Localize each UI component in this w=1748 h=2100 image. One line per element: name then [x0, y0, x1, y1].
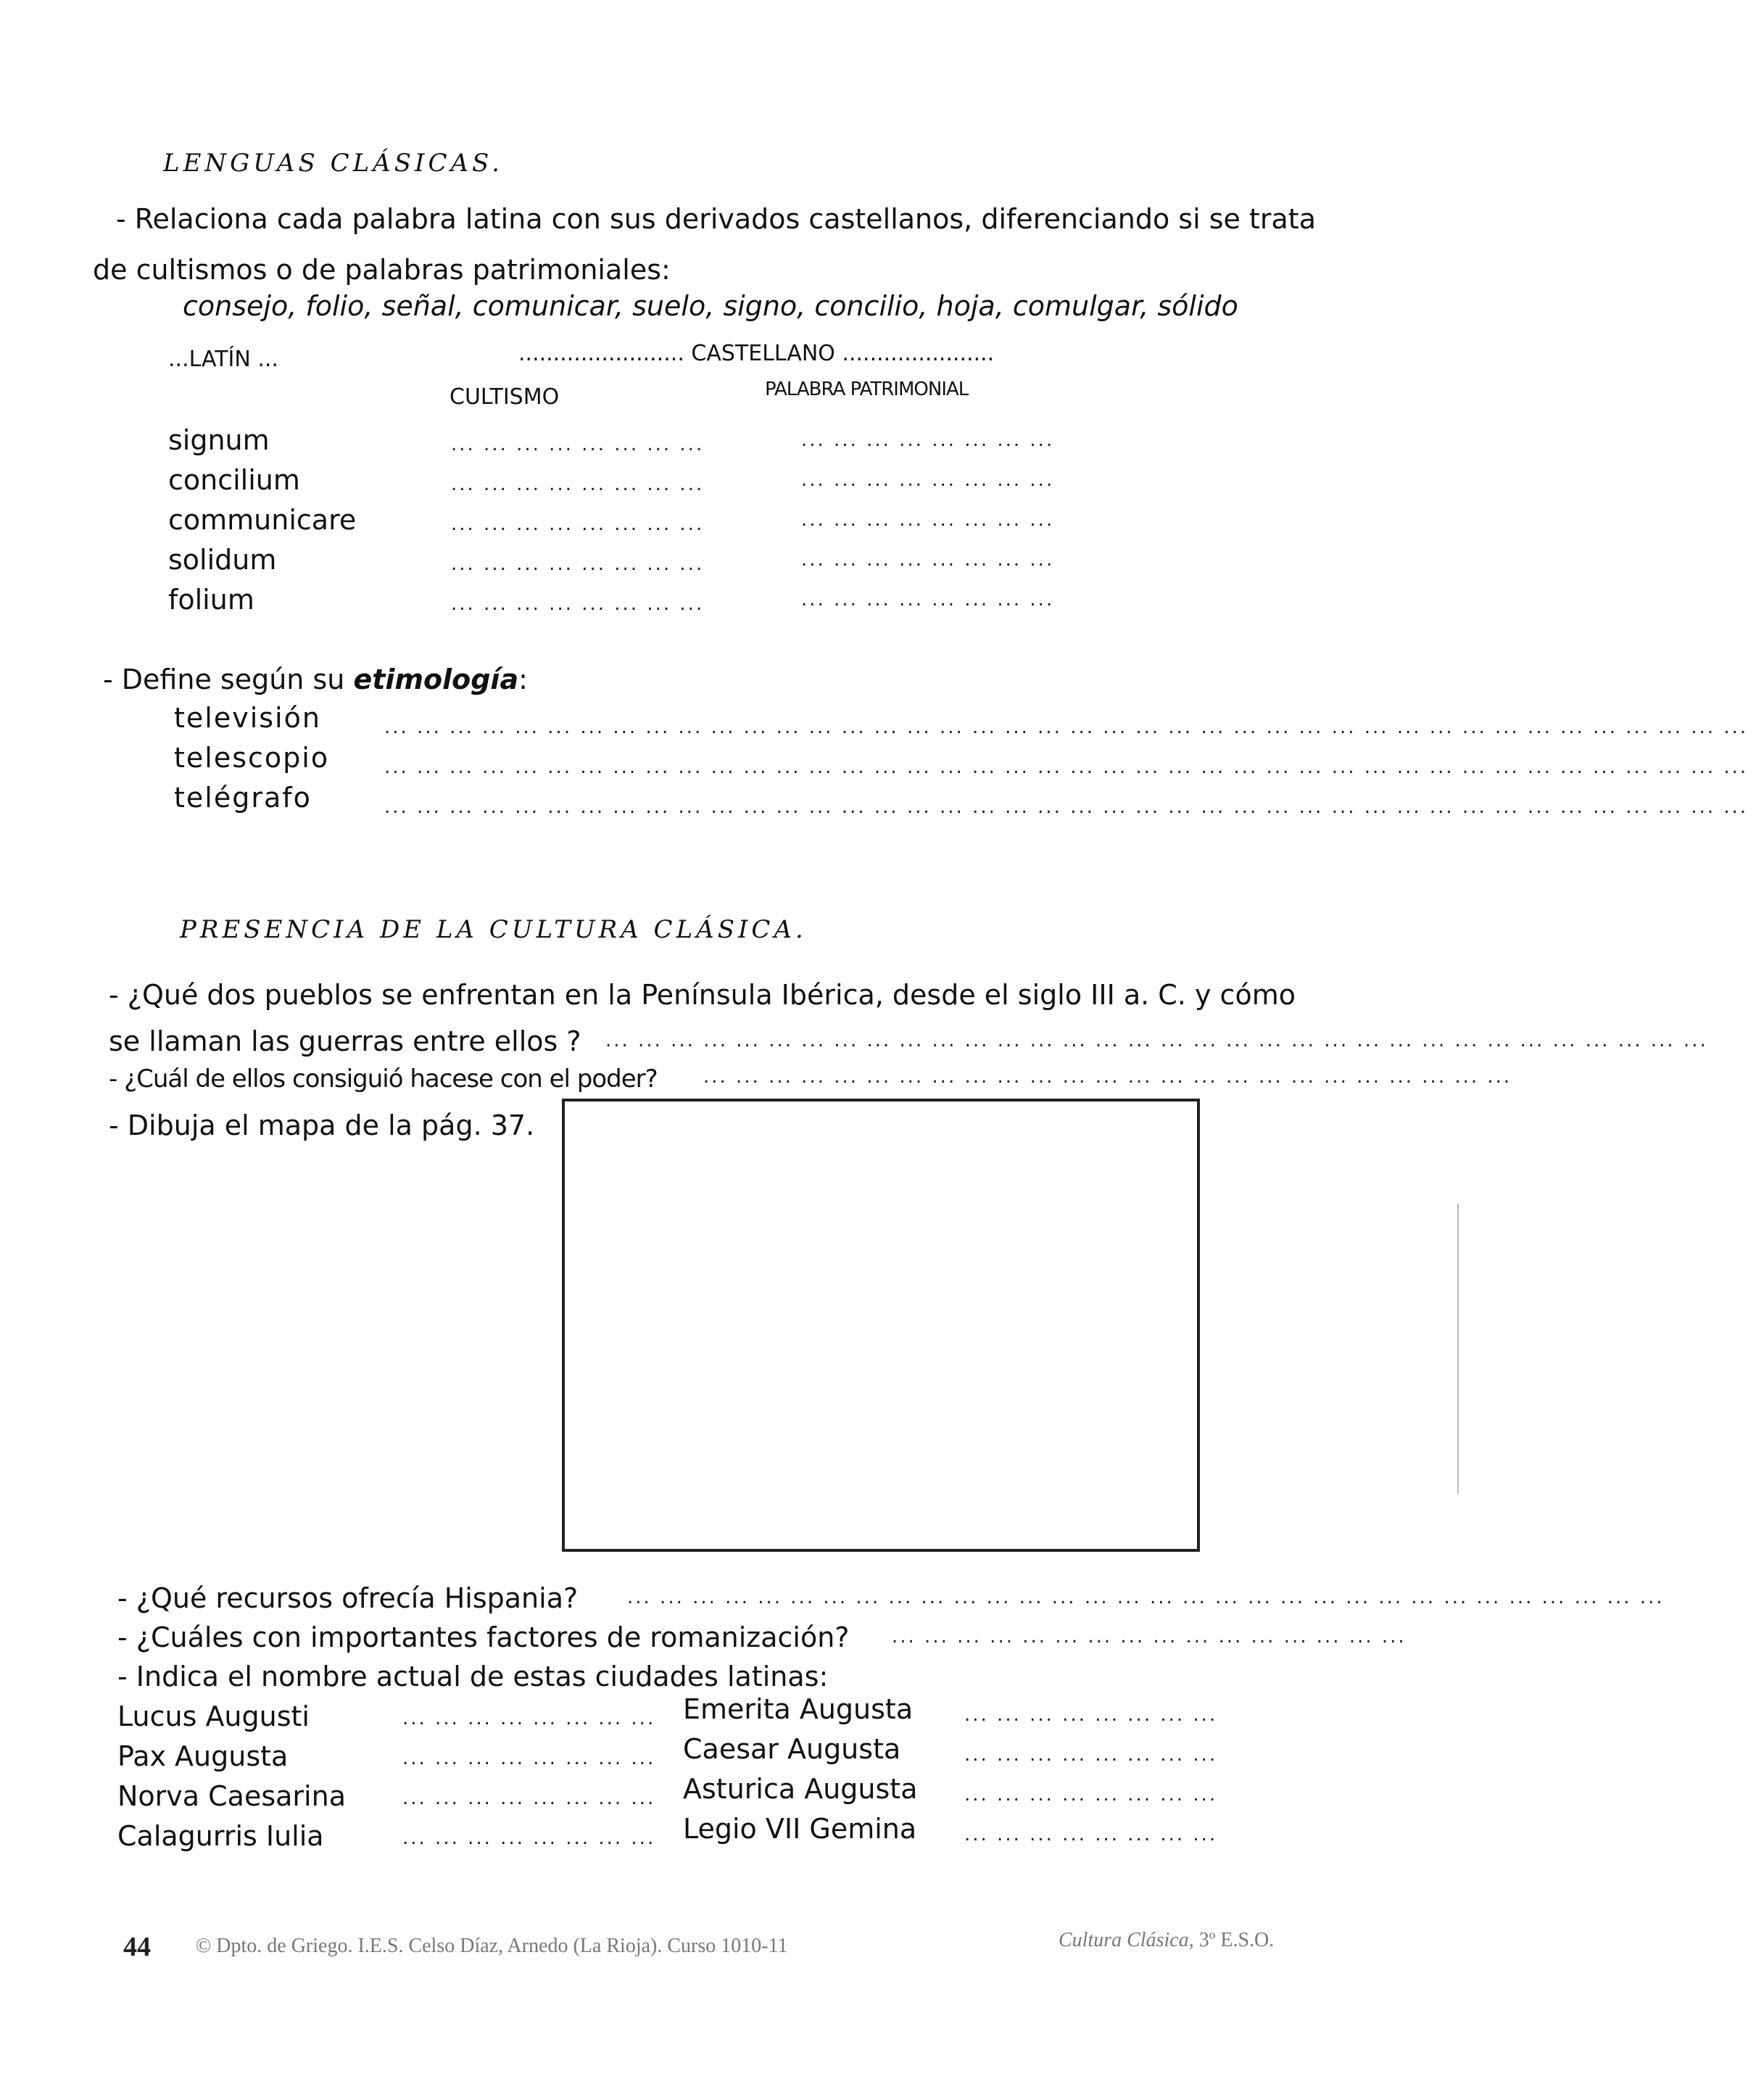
- define-word-telescopio: telescopio: [174, 742, 330, 774]
- question-pueblos-line-2: se llaman las guerras entre ellos ?: [109, 1025, 581, 1057]
- blank-poder[interactable]: ... ... ... ... ... ... ... ... ... ... ... ... ... ... ... ... ... ... ... ... ... ... ... ... ...: [703, 1066, 1512, 1088]
- blank-romanizacion[interactable]: ... ... ... ... ... ... ... ... ... ... ... ... ... ... ... ...: [892, 1626, 1407, 1648]
- blank-patrimonial-5[interactable]: ... ... ... ... ... ... ... ...: [801, 589, 1055, 611]
- blank-patrimonial-4[interactable]: ... ... ... ... ... ... ... ...: [801, 549, 1055, 571]
- city-lucus-augusti: Lucus Augusti: [117, 1700, 310, 1732]
- question-poder: - ¿Cuál de ellos consiguió hacese con el poder?: [109, 1065, 658, 1094]
- define-word-telegrafo: telégrafo: [174, 782, 312, 814]
- blank-cultismo-4[interactable]: ... ... ... ... ... ... ... ...: [451, 553, 705, 575]
- latin-word-communicare: communicare: [168, 504, 357, 536]
- footer-course-name: Cultura Clásica,: [1059, 1929, 1194, 1951]
- define-prompt-end: :: [518, 664, 528, 695]
- blank-define-3[interactable]: ... ... ... ... ... ... ... ... ... ... ... ... ... ... ... ... ... ... ... ... ... ... ... ... ... ... ... ... ... ... ... ... ... ... ... ... ... ... ... ... ... ...: [384, 796, 1748, 818]
- question-mapa: - Dibuja el mapa de la pág. 37.: [109, 1109, 535, 1141]
- blank-define-2[interactable]: ... ... ... ... ... ... ... ... ... ... ... ... ... ... ... ... ... ... ... ... ... ... ... ... ... ... ... ... ... ... ... ... ... ... ... ... ... ... ... ... ... ...: [384, 756, 1748, 778]
- scan-edge-line: [1457, 1204, 1459, 1494]
- define-prompt: [103, 664, 528, 695]
- blank-cultismo-1[interactable]: ... ... ... ... ... ... ... ...: [451, 434, 705, 455]
- column-cultismo: CULTISMO: [450, 384, 560, 410]
- question-romanizacion: - ¿Cuáles con importantes factores de romanización?: [117, 1621, 850, 1653]
- blank-cultismo-3[interactable]: ... ... ... ... ... ... ... ...: [451, 513, 705, 535]
- city-caesar-augusta: Caesar Augusta: [683, 1733, 901, 1765]
- blank-city-left-1[interactable]: ... ... ... ... ... ... ... ...: [402, 1708, 656, 1729]
- latin-word-concilium: concilium: [168, 464, 300, 496]
- blank-pueblos[interactable]: ... ... ... ... ... ... ... ... ... ... ... ... ... ... ... ... ... ... ... ... ... ... ... ... ... ... ... ... ... ... ... ... ... ...: [605, 1030, 1708, 1051]
- city-calagurris-iulia: Calagurris Iulia: [117, 1820, 324, 1852]
- city-legio-vii-gemina: Legio VII Gemina: [683, 1813, 917, 1845]
- blank-patrimonial-2[interactable]: ... ... ... ... ... ... ... ...: [801, 469, 1055, 491]
- question-pueblos-line-1: - ¿Qué dos pueblos se enfrentan en la Península Ibérica, desde el siglo III a. C. y cómo: [109, 979, 1296, 1011]
- question-recursos: - ¿Qué recursos ofrecía Hispania?: [117, 1582, 579, 1614]
- blank-city-left-2[interactable]: ... ... ... ... ... ... ... ...: [402, 1748, 656, 1769]
- define-word-television: televisión: [174, 702, 321, 734]
- latin-header: ...LATÍN ...: [168, 347, 278, 372]
- blank-patrimonial-1[interactable]: ... ... ... ... ... ... ... ...: [801, 429, 1055, 451]
- map-drawing-box[interactable]: [562, 1099, 1200, 1552]
- define-prompt-bold: etimología: [353, 664, 519, 695]
- define-prompt-text: - Define según su: [103, 664, 345, 695]
- blank-city-right-4[interactable]: ... ... ... ... ... ... ... ...: [964, 1824, 1218, 1845]
- section-title-lenguas: LENGUAS CLÁSICAS.: [163, 149, 503, 178]
- question-ciudades: - Indica el nombre actual de estas ciudades latinas:: [117, 1661, 829, 1692]
- latin-word-folium: folium: [168, 584, 254, 616]
- footer-course: [1059, 1929, 1274, 1952]
- blank-city-right-1[interactable]: ... ... ... ... ... ... ... ...: [964, 1704, 1218, 1726]
- footer-credit: © Dpto. de Griego. I.E.S. Celso Díaz, Arnedo (La Rioja). Curso 1010-11: [196, 1935, 788, 1957]
- blank-recursos[interactable]: ... ... ... ... ... ... ... ... ... ... ... ... ... ... ... ... ... ... ... ... ... ... ... ... ... ... ... ... ... ... ... ...: [627, 1587, 1665, 1608]
- footer-course-level: 3º E.S.O.: [1198, 1929, 1275, 1951]
- city-asturica-augusta: Asturica Augusta: [683, 1773, 918, 1805]
- city-norva-caesarina: Norva Caesarina: [117, 1780, 346, 1812]
- section-title-presencia: PRESENCIA DE LA CULTURA CLÁSICA.: [180, 915, 807, 944]
- city-emerita-augusta: Emerita Augusta: [683, 1693, 914, 1725]
- blank-patrimonial-3[interactable]: ... ... ... ... ... ... ... ...: [801, 509, 1055, 531]
- column-patrimonial: PALABRA PATRIMONIAL: [765, 379, 969, 400]
- blank-city-left-3[interactable]: ... ... ... ... ... ... ... ...: [402, 1787, 656, 1809]
- instruction-line-1: - Relaciona cada palabra latina con sus derivados castellanos, diferenciando si se trata: [116, 203, 1316, 235]
- castellano-header: ........................ CASTELLANO ......................: [518, 341, 995, 366]
- latin-word-solidum: solidum: [168, 544, 277, 576]
- word-list: consejo, folio, señal, comunicar, suelo, signo, concilio, hoja, comulgar, sólido: [183, 290, 1238, 322]
- blank-city-right-2[interactable]: ... ... ... ... ... ... ... ...: [964, 1744, 1218, 1766]
- city-pax-augusta: Pax Augusta: [117, 1740, 289, 1772]
- blank-cultismo-5[interactable]: ... ... ... ... ... ... ... ...: [451, 593, 705, 615]
- page-number: 44: [123, 1932, 151, 1962]
- blank-city-right-3[interactable]: ... ... ... ... ... ... ... ...: [964, 1784, 1218, 1806]
- blank-city-left-4[interactable]: ... ... ... ... ... ... ... ...: [402, 1827, 656, 1849]
- blank-cultismo-2[interactable]: ... ... ... ... ... ... ... ...: [451, 474, 705, 495]
- blank-define-1[interactable]: ... ... ... ... ... ... ... ... ... ... ... ... ... ... ... ... ... ... ... ... ... ... ... ... ... ... ... ... ... ... ... ... ... ... ... ... ... ... ... ... ... ...: [384, 716, 1748, 738]
- instruction-line-2: de cultismos o de palabras patrimoniales:: [93, 254, 671, 286]
- latin-word-signum: signum: [168, 424, 270, 456]
